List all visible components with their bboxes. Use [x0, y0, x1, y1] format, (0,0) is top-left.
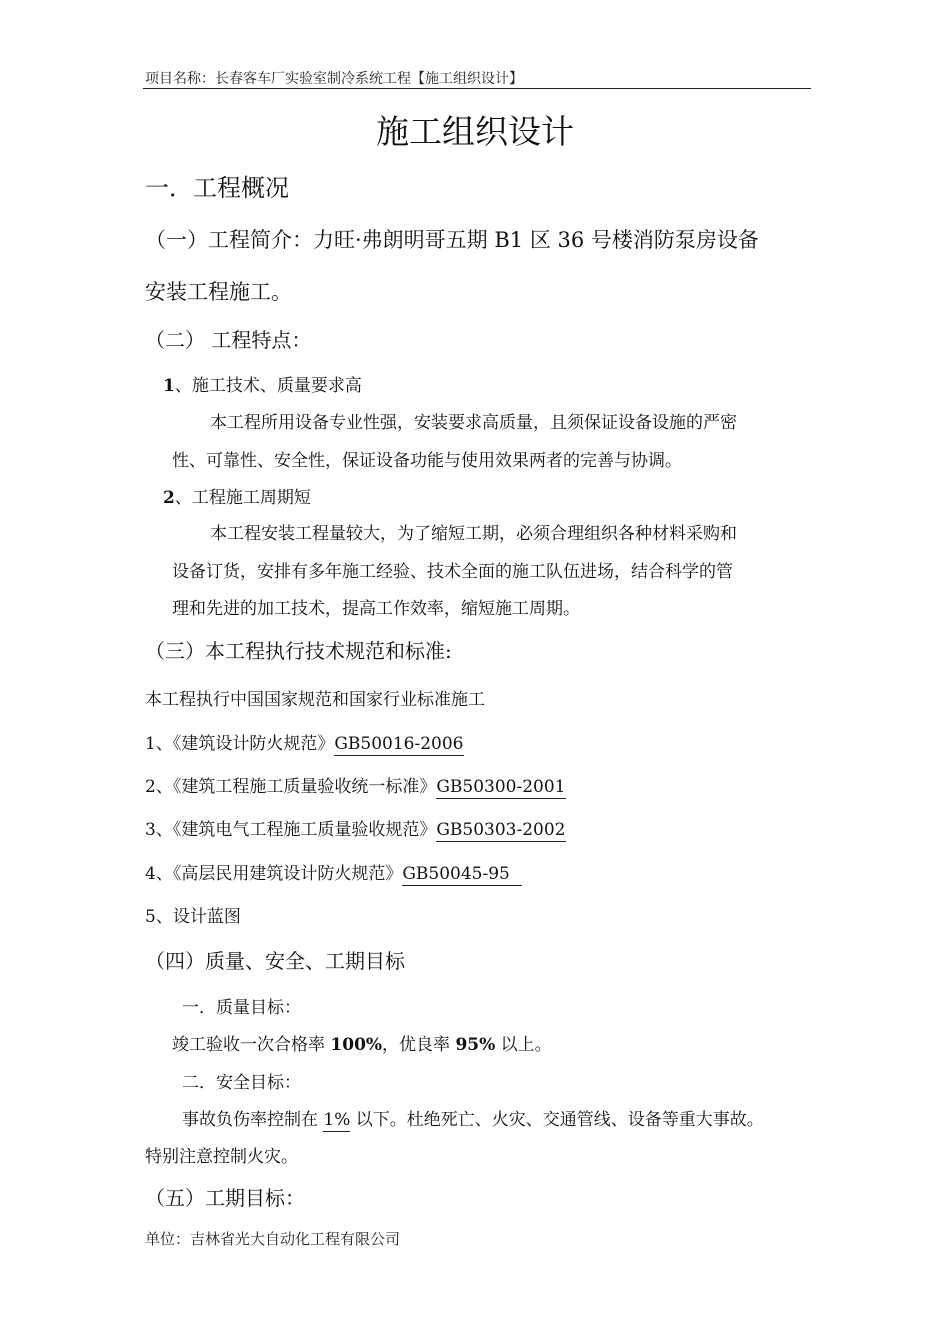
- feature1-line2: 性、可靠性、安全性，保证设备功能与使用效果两者的完善与协调。: [172, 451, 682, 471]
- page-header: 项目名称：长春客车厂实验室制冷系统工程【施工组织设计】: [145, 71, 523, 87]
- standard-label: 1、《建筑设计防火规范》: [145, 734, 335, 754]
- feature2-title: [163, 483, 311, 508]
- safety-heading: 二．安全目标：: [182, 1073, 301, 1093]
- project-intro-line1: （一）工程简介：力旺·弗朗明哥五期 B1 区 36 号楼消防泵房设备: [145, 228, 759, 252]
- quality-text: 竣工验收一次合格率: [172, 1035, 331, 1055]
- standard-item: [145, 729, 464, 754]
- safety-target-line2: 特别注意控制火灾。: [145, 1147, 298, 1167]
- safety-text: 事故负伤率控制在: [182, 1110, 324, 1130]
- feature2-title-text: 、工程施工周期短: [174, 488, 311, 508]
- safety-target-line1: [182, 1105, 764, 1130]
- standard-item: [145, 772, 566, 797]
- goals-heading: （四）质量、安全、工期目标: [145, 949, 405, 973]
- feature1-line1: 本工程所用设备专业性强，安装要求高质量，且须保证设备设施的严密: [210, 413, 737, 433]
- standard-item: [145, 859, 522, 884]
- standard-item: [145, 815, 566, 840]
- document-title: 施工组织设计: [376, 112, 574, 151]
- feature2-number: 2: [163, 488, 175, 508]
- features-heading: （二） 工程特点：: [145, 328, 312, 352]
- feature2-line3: 理和先进的加工技术，提高工作效率，缩短施工周期。: [172, 599, 580, 619]
- quality-text: 以上。: [495, 1035, 552, 1055]
- feature1-number: 1: [163, 376, 175, 396]
- pass-rate: 100%: [330, 1035, 383, 1055]
- quality-text: ，优良率: [382, 1035, 456, 1055]
- standards-heading: （三）本工程执行技术规范和标准:: [145, 639, 452, 663]
- standard-code: GB50300-2001: [436, 777, 566, 797]
- standard-label: 4、《高层民用建筑设计防火规范》: [145, 864, 403, 884]
- project-intro-line2: 安装工程施工。: [145, 280, 292, 304]
- quality-heading: 一．质量目标：: [182, 998, 301, 1018]
- standard-code: GB50016-2006: [334, 734, 464, 754]
- standard-label: 5、设计蓝图: [145, 907, 241, 927]
- standard-label: 3、《建筑电气工程施工质量验收规范》: [145, 820, 437, 840]
- feature1-title-text: 、施工技术、质量要求高: [174, 376, 362, 396]
- header-divider: [143, 88, 811, 89]
- standard-label: 2、《建筑工程施工质量验收统一标准》: [145, 777, 437, 797]
- safety-text: 以下。杜绝死亡、火灾、交通管线、设备等重大事故。: [350, 1110, 764, 1130]
- page-footer: 单位：吉林省光大自动化工程有限公司: [145, 1230, 401, 1248]
- feature2-line2: 设备订货，安排有多年施工经验、技术全面的施工队伍进场，结合科学的管: [172, 562, 733, 582]
- section-heading-overview: 一．工程概况: [145, 174, 289, 202]
- schedule-heading: （五）工期目标：: [145, 1186, 305, 1210]
- quality-target: [172, 1030, 552, 1055]
- standard-code: GB50045-95: [402, 864, 522, 886]
- standards-intro: 本工程执行中国国家规范和国家行业标准施工: [145, 690, 485, 710]
- injury-rate: 1%: [323, 1110, 351, 1130]
- excellence-rate: 95%: [455, 1035, 496, 1055]
- feature1-title: [163, 371, 362, 396]
- standard-code: GB50303-2002: [436, 820, 566, 840]
- standard-item: [145, 902, 241, 927]
- feature2-line1: 本工程安装工程量较大，为了缩短工期，必须合理组织各种材料采购和: [210, 524, 737, 544]
